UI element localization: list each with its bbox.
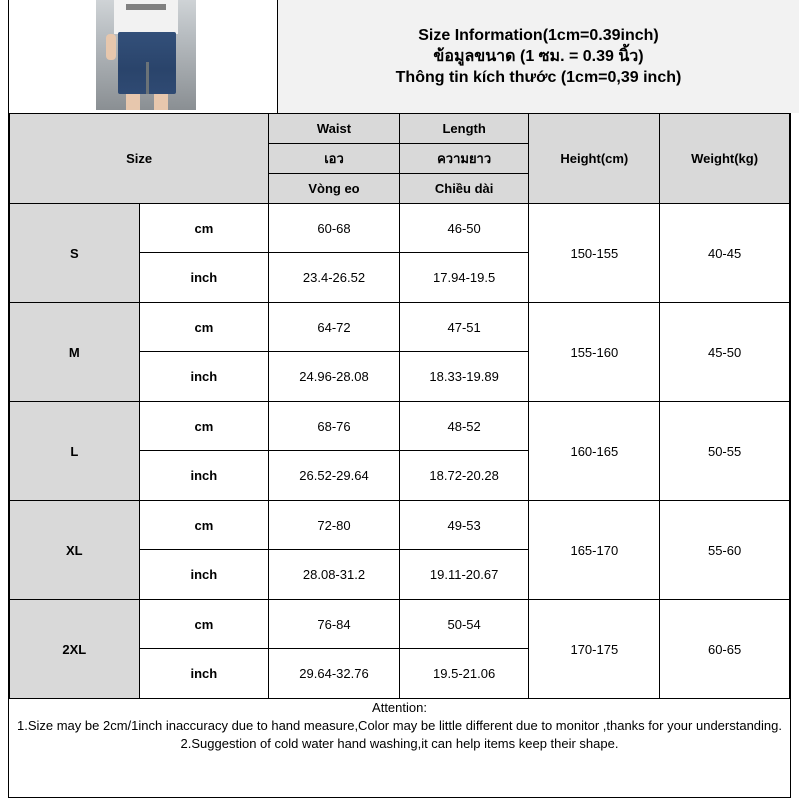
waist-inch: 28.08-31.2 (269, 550, 400, 600)
height-header: Height(cm) (529, 114, 660, 204)
table-row (10, 204, 790, 253)
size-chart (8, 0, 791, 798)
photo-leg-left (126, 94, 140, 110)
table-row (10, 303, 790, 352)
weight-range: 60-65 (660, 600, 790, 699)
table-row (10, 402, 790, 451)
unit-label-cm: cm (139, 600, 269, 649)
waist-inch: 26.52-29.64 (269, 451, 400, 501)
length-header-vi: Chiều dài (399, 174, 529, 204)
length-inch: 19.5-21.06 (399, 649, 529, 699)
length-inch: 17.94-19.5 (399, 253, 529, 303)
attention-note-2: 2.Suggestion of cold water hand washing,it can help items keep their shape. (180, 736, 619, 751)
height-range: 150-155 (529, 204, 660, 303)
photo-shirt-print (126, 4, 166, 10)
waist-inch: 23.4-26.52 (269, 253, 400, 303)
photo-hand (106, 34, 116, 60)
unit-label-cm: cm (139, 204, 269, 253)
height-range: 170-175 (529, 600, 660, 699)
table-row (10, 600, 790, 649)
size-info-header (277, 0, 799, 113)
size-label: XL (10, 501, 140, 600)
length-cm: 49-53 (399, 501, 529, 550)
unit-label-cm: cm (139, 303, 269, 352)
size-table (9, 113, 790, 699)
waist-inch: 29.64-32.76 (269, 649, 400, 699)
unit-label-inch: inch (139, 451, 269, 501)
length-inch: 18.72-20.28 (399, 451, 529, 501)
product-photo (96, 0, 196, 110)
size-label: 2XL (10, 600, 140, 699)
length-cm: 46-50 (399, 204, 529, 253)
weight-header: Weight(kg) (660, 114, 790, 204)
attention-title: Attention: (372, 700, 427, 715)
waist-header-en: Waist (269, 114, 400, 144)
attention-notes (9, 699, 790, 753)
unit-label-inch: inch (139, 253, 269, 303)
length-cm: 48-52 (399, 402, 529, 451)
waist-header-vi: Vòng eo (269, 174, 400, 204)
table-row (10, 501, 790, 550)
length-inch: 19.11-20.67 (399, 550, 529, 600)
unit-label-cm: cm (139, 501, 269, 550)
waist-cm: 68-76 (269, 402, 400, 451)
unit-label-cm: cm (139, 402, 269, 451)
weight-range: 40-45 (660, 204, 790, 303)
photo-leg-right (154, 94, 168, 110)
length-header-th: ความยาว (399, 144, 529, 174)
waist-header-th: เอว (269, 144, 400, 174)
waist-cm: 72-80 (269, 501, 400, 550)
size-label: S (10, 204, 140, 303)
unit-label-inch: inch (139, 649, 269, 699)
unit-label-inch: inch (139, 352, 269, 402)
waist-cm: 60-68 (269, 204, 400, 253)
header-line-th: ข้อมูลขนาด (1 ซม. = 0.39 นิ้ว) (433, 48, 644, 65)
waist-cm: 76-84 (269, 600, 400, 649)
unit-label-inch: inch (139, 550, 269, 600)
waist-inch: 24.96-28.08 (269, 352, 400, 402)
height-range: 165-170 (529, 501, 660, 600)
photo-shorts-seam (146, 62, 149, 94)
weight-range: 45-50 (660, 303, 790, 402)
size-column-title: Size (10, 114, 269, 204)
weight-range: 50-55 (660, 402, 790, 501)
weight-range: 55-60 (660, 501, 790, 600)
header-line-en: Size Information(1cm=0.39inch) (418, 27, 659, 44)
height-range: 160-165 (529, 402, 660, 501)
attention-note-1: 1.Size may be 2cm/1inch inaccuracy due to hand measure,Color may be little different due to monitor ,thanks for your understanding. (16, 718, 782, 733)
height-range: 155-160 (529, 303, 660, 402)
size-label: L (10, 402, 140, 501)
length-cm: 47-51 (399, 303, 529, 352)
waist-cm: 64-72 (269, 303, 400, 352)
length-header-en: Length (399, 114, 529, 144)
length-inch: 18.33-19.89 (399, 352, 529, 402)
size-label: M (10, 303, 140, 402)
header-line-vi: Thông tin kích thước (1cm=0,39 inch) (395, 69, 682, 86)
length-cm: 50-54 (399, 600, 529, 649)
